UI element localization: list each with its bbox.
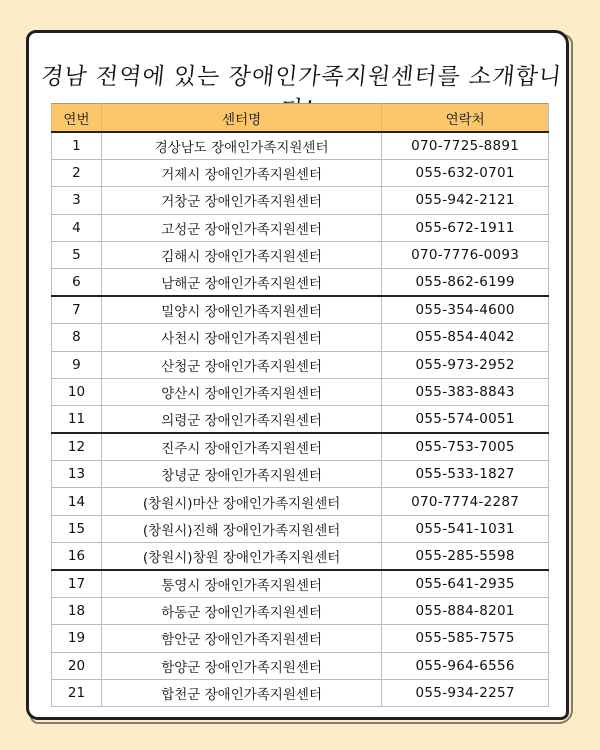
row-number: 9 xyxy=(52,351,102,378)
phone-number: 055-934-2257 xyxy=(382,679,549,706)
phone-number: 055-383-8843 xyxy=(382,378,549,405)
table-row xyxy=(52,187,549,214)
phone-number: 055-354-4600 xyxy=(382,296,549,324)
center-name: (창원시)창원 장애인가족지원센터 xyxy=(101,542,381,570)
center-name: 진주시 장애인가족지원센터 xyxy=(101,433,381,461)
table-row xyxy=(52,241,549,268)
row-number: 14 xyxy=(52,488,102,515)
phone-number: 070-7776-0093 xyxy=(382,241,549,268)
center-name: 김해시 장애인가족지원센터 xyxy=(101,241,381,268)
row-number: 12 xyxy=(52,433,102,461)
center-name: 의령군 장애인가족지원센터 xyxy=(101,405,381,433)
center-name: 하동군 장애인가족지원센터 xyxy=(101,598,381,625)
phone-number: 055-632-0701 xyxy=(382,160,549,187)
phone-number: 055-854-4042 xyxy=(382,324,549,351)
center-name: 통영시 장애인가족지원센터 xyxy=(101,570,381,598)
center-name: 경상남도 장애인가족지원센터 xyxy=(101,132,381,160)
table-row xyxy=(52,268,549,296)
table-row xyxy=(52,132,549,160)
table-row xyxy=(52,625,549,652)
row-number: 1 xyxy=(52,132,102,160)
phone-number: 055-753-7005 xyxy=(382,433,549,461)
phone-number: 055-641-2935 xyxy=(382,570,549,598)
phone-number: 070-7725-8891 xyxy=(382,132,549,160)
center-name: 함안군 장애인가족지원센터 xyxy=(101,625,381,652)
table-row xyxy=(52,296,549,324)
row-number: 11 xyxy=(52,405,102,433)
header-center-name: 센터명 xyxy=(101,104,381,133)
center-name: 사천시 장애인가족지원센터 xyxy=(101,324,381,351)
row-number: 17 xyxy=(52,570,102,598)
table-row xyxy=(52,515,549,542)
center-name: 거제시 장애인가족지원센터 xyxy=(101,160,381,187)
table-row xyxy=(52,570,549,598)
phone-number: 055-942-2121 xyxy=(382,187,549,214)
row-number: 21 xyxy=(52,679,102,706)
phone-number: 055-574-0051 xyxy=(382,405,549,433)
table-row xyxy=(52,598,549,625)
row-number: 7 xyxy=(52,296,102,324)
phone-number: 055-672-1911 xyxy=(382,214,549,241)
phone-number: 070-7774-2287 xyxy=(382,488,549,515)
row-number: 19 xyxy=(52,625,102,652)
row-number: 10 xyxy=(52,378,102,405)
row-number: 18 xyxy=(52,598,102,625)
header-no: 연번 xyxy=(52,104,102,133)
table-row xyxy=(52,214,549,241)
table-header-row xyxy=(52,104,549,133)
phone-number: 055-964-6556 xyxy=(382,652,549,679)
center-name: 산청군 장애인가족지원센터 xyxy=(101,351,381,378)
center-name: 합천군 장애인가족지원센터 xyxy=(101,679,381,706)
table-row xyxy=(52,461,549,488)
table-row xyxy=(52,324,549,351)
row-number: 4 xyxy=(52,214,102,241)
center-table xyxy=(51,103,549,707)
row-number: 3 xyxy=(52,187,102,214)
table-row xyxy=(52,488,549,515)
phone-number: 055-541-1031 xyxy=(382,515,549,542)
center-name: 함양군 장애인가족지원센터 xyxy=(101,652,381,679)
header-contact: 연락처 xyxy=(382,104,549,133)
center-name: 양산시 장애인가족지원센터 xyxy=(101,378,381,405)
phone-number: 055-973-2952 xyxy=(382,351,549,378)
row-number: 2 xyxy=(52,160,102,187)
row-number: 13 xyxy=(52,461,102,488)
row-number: 6 xyxy=(52,268,102,296)
table-row xyxy=(52,679,549,706)
center-name: 고성군 장애인가족지원센터 xyxy=(101,214,381,241)
center-name: 밀양시 장애인가족지원센터 xyxy=(101,296,381,324)
table-row xyxy=(52,433,549,461)
table-row xyxy=(52,542,549,570)
center-name: (창원시)진해 장애인가족지원센터 xyxy=(101,515,381,542)
phone-number: 055-285-5598 xyxy=(382,542,549,570)
table-row xyxy=(52,160,549,187)
center-name: 거창군 장애인가족지원센터 xyxy=(101,187,381,214)
row-number: 20 xyxy=(52,652,102,679)
center-name: (창원시)마산 장애인가족지원센터 xyxy=(101,488,381,515)
row-number: 8 xyxy=(52,324,102,351)
row-number: 5 xyxy=(52,241,102,268)
table-row xyxy=(52,378,549,405)
center-name: 남해군 장애인가족지원센터 xyxy=(101,268,381,296)
page-title: 경남 전역에 있는 장애인가족지원센터를 소개합니다! xyxy=(39,64,564,90)
row-number: 15 xyxy=(52,515,102,542)
phone-number: 055-884-8201 xyxy=(382,598,549,625)
phone-number: 055-533-1827 xyxy=(382,461,549,488)
phone-number: 055-862-6199 xyxy=(382,268,549,296)
table-row xyxy=(52,652,549,679)
phone-number: 055-585-7575 xyxy=(382,625,549,652)
table-row xyxy=(52,351,549,378)
row-number: 16 xyxy=(52,542,102,570)
center-name: 창녕군 장애인가족지원센터 xyxy=(101,461,381,488)
table-row xyxy=(52,405,549,433)
